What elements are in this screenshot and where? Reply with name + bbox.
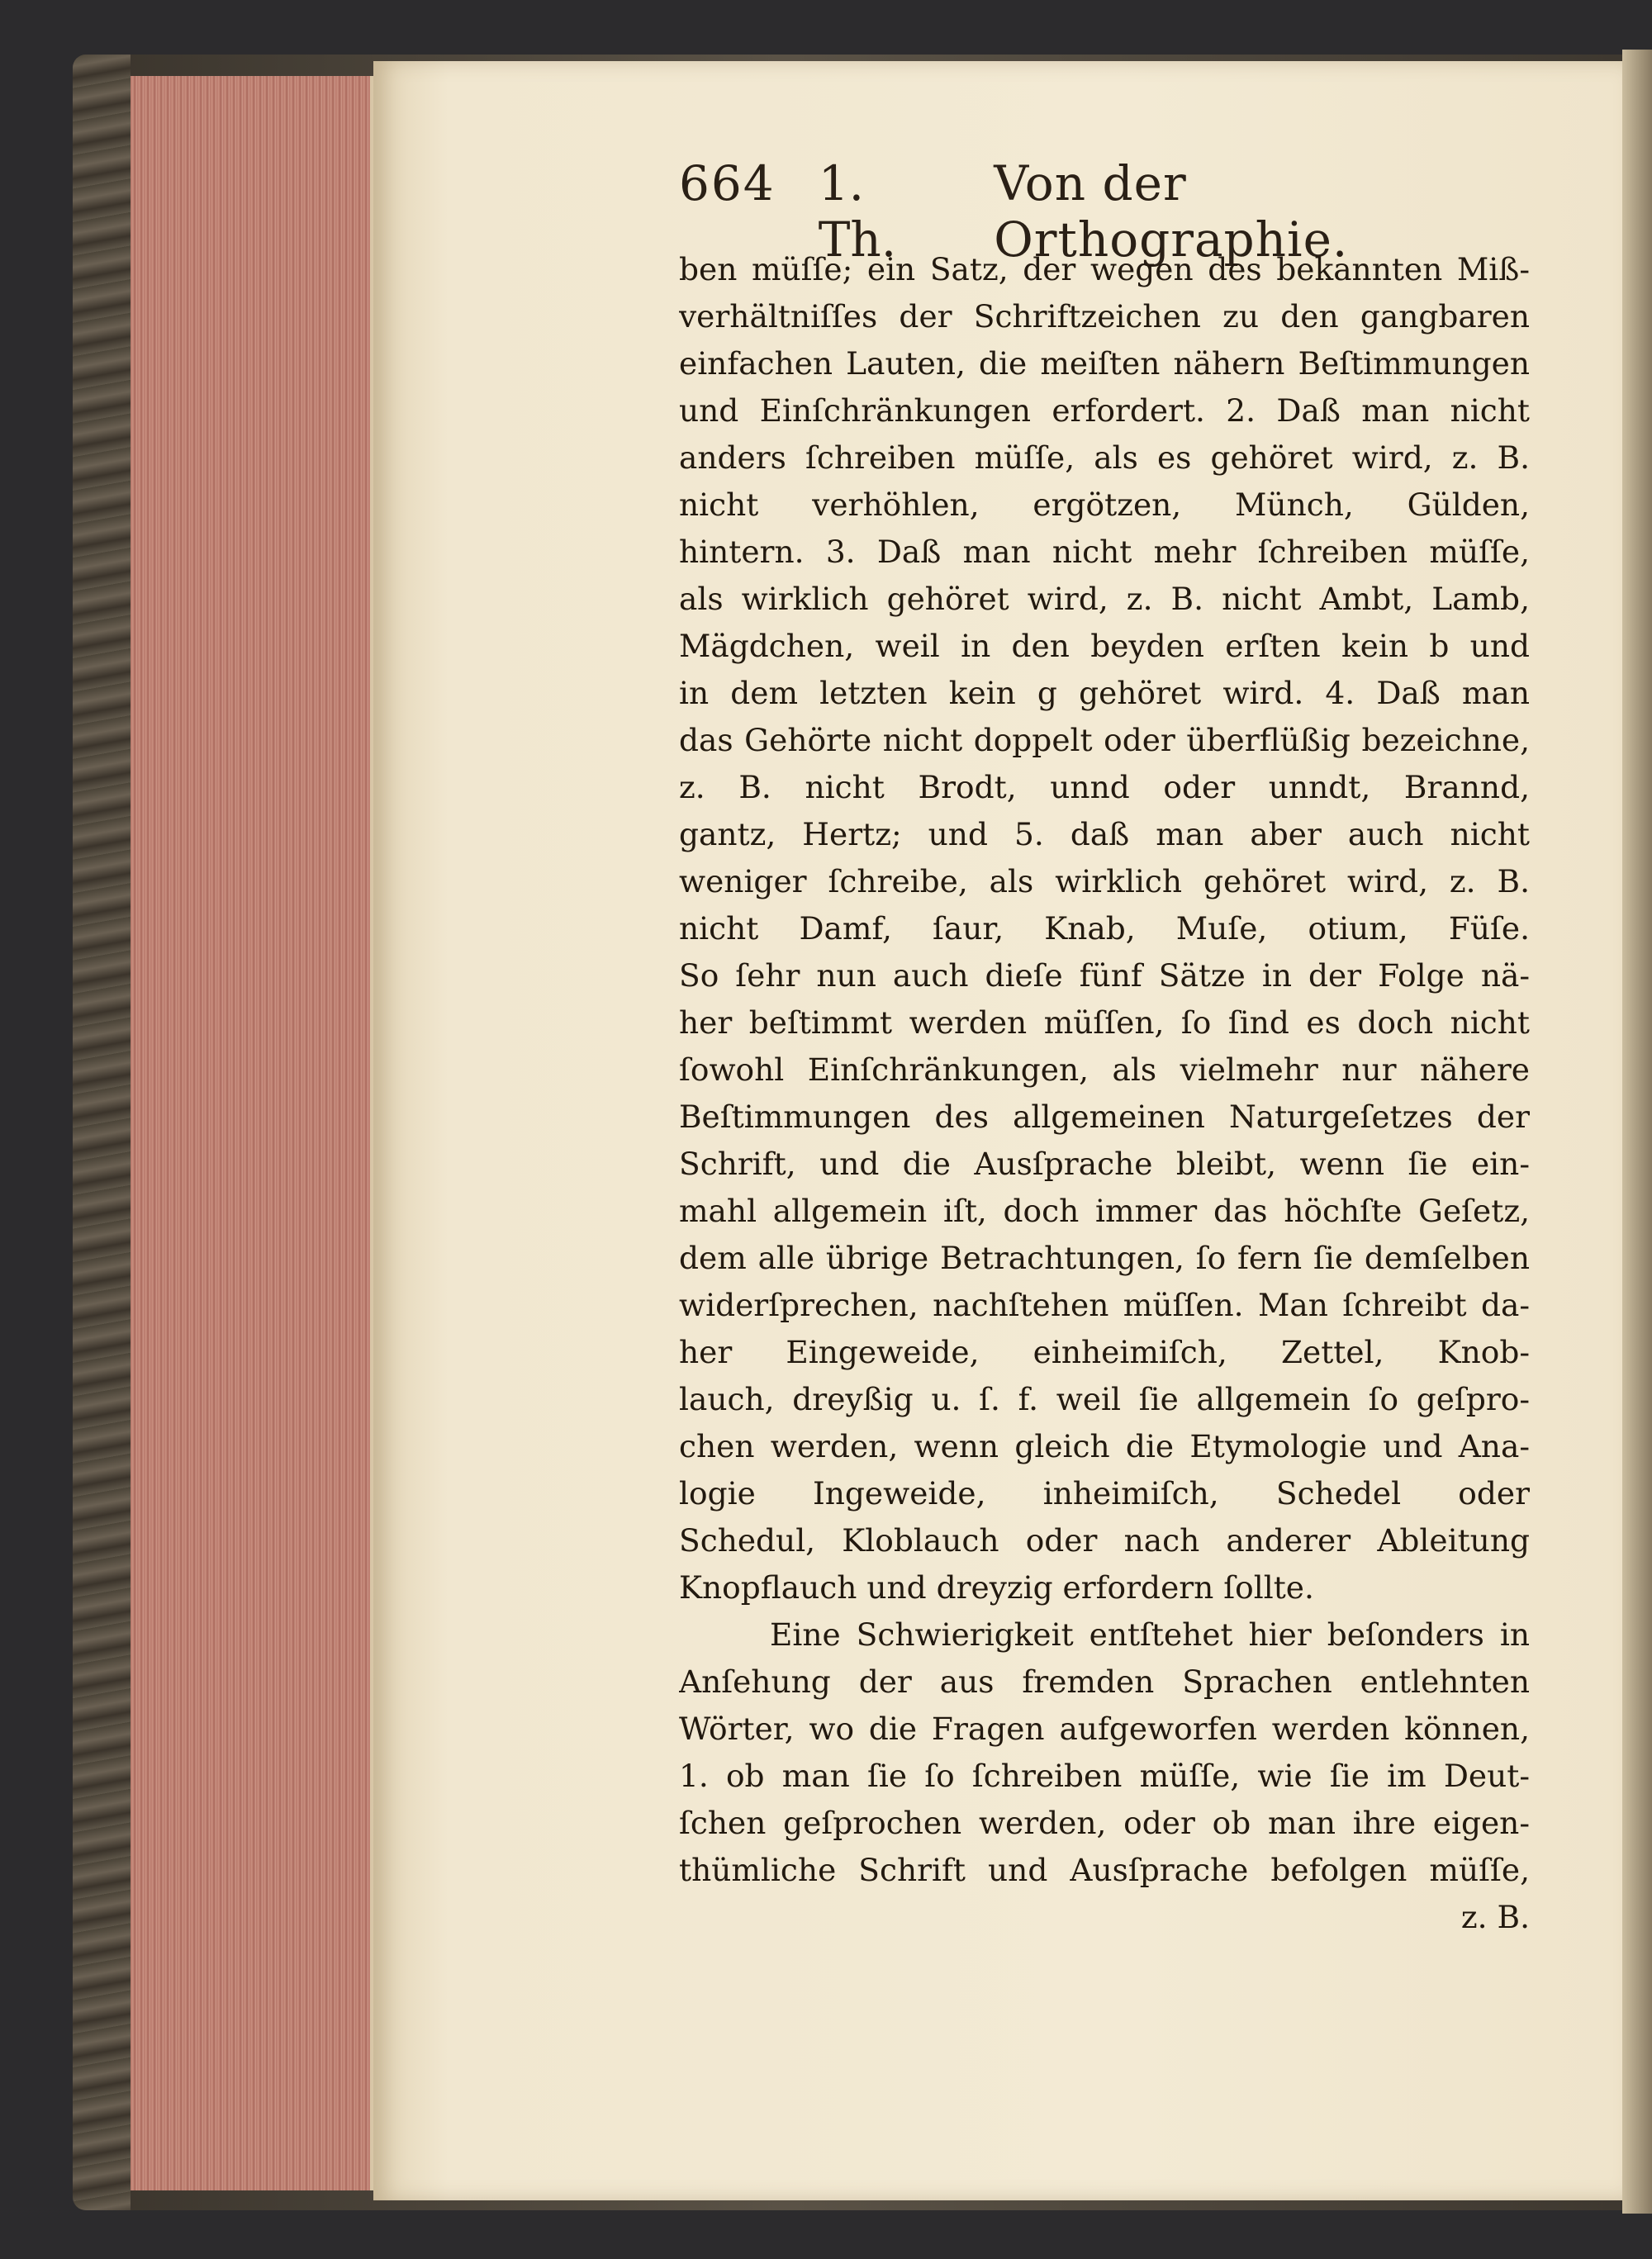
text-line: mahl allgemein iſt, doch immer das höchſte Geſetz, [679, 1193, 1530, 1229]
page-edges [131, 76, 375, 2190]
catchword: z. B. [1460, 1899, 1530, 1935]
running-header [679, 155, 1538, 268]
text-line: her Eingeweide, einheimiſch, Zettel, Knob- [679, 1334, 1530, 1370]
header-part: 1. Th. [818, 155, 897, 268]
text-line: thümliche Schrift und Ausſprache befolgen müſſe, [679, 1852, 1530, 1888]
text-line: ſowohl Einſchränkungen, als vielmehr nur nähere [679, 1051, 1530, 1088]
text-line: dem alle übrige Betrachtungen, ſo fern ſie demſelben [679, 1240, 1530, 1276]
text-line: logie Ingeweide, inheimiſch, Schedel oder [679, 1475, 1530, 1512]
text-line: Schedul, Kloblauch oder nach anderer Ableitung [679, 1522, 1530, 1559]
text-line: einfachen Lauten, die meiſten nähern Beſtimmungen [679, 345, 1530, 382]
text-line: gantz, Hertz; und 5. daß man aber auch nicht [679, 816, 1530, 852]
text-line: Beſtimmungen des allgemeinen Naturgeſetzes der [679, 1099, 1530, 1135]
page-number: 664 [679, 155, 776, 211]
text-line: als wirklich gehöret wird, z. B. nicht Ambt, Lamb, [679, 581, 1530, 617]
text-line: weniger ſchreibe, als wirklich gehöret wird, z. B. [679, 863, 1530, 899]
text-line: z. B. nicht Brodt, unnd oder unndt, Brannd, [679, 769, 1530, 805]
text-line: nicht Damf, ſaur, Knab, Muſe, otium, Füſe. [679, 910, 1530, 947]
paragraph-end-line: Knopflauch und dreyzig erfordern ſollte. [679, 1569, 1314, 1606]
text-line: widerſprechen, nachſtehen müſſen. Man ſchreibt da- [679, 1287, 1530, 1323]
text-line: chen werden, wenn gleich die Etymologie und Ana- [679, 1428, 1530, 1464]
text-line: hintern. 3. Daß man nicht mehr ſchreiben müſſe, [679, 534, 1530, 570]
text-line: So ſehr nun auch dieſe fünf Sätze in der Folge nä- [679, 957, 1530, 994]
text-line: das Gehörte nicht doppelt oder überflüßig bezeichne, [679, 722, 1530, 758]
text-line: Mägdchen, weil in den beyden erſten kein b und [679, 628, 1530, 664]
header-title: Von der Orthographie. [994, 155, 1349, 268]
text-line: anders ſchreiben müſſe, als es gehöret wird, z. B. [679, 439, 1530, 476]
text-line: Anſehung der aus fremden Sprachen entlehnten [679, 1663, 1530, 1700]
text-line: her beſtimmt werden müſſen, ſo ſind es doch nicht [679, 1004, 1530, 1041]
body-text [679, 246, 1530, 1941]
text-line: und Einſchränkungen erfordert. 2. Daß man nicht [679, 392, 1530, 429]
next-page-edge [1622, 50, 1652, 2214]
text-line: Wörter, wo die Fragen aufgeworfen werden können, [679, 1711, 1530, 1747]
text-line: verhältniſſes der Schriftzeichen zu den gangbaren [679, 298, 1530, 335]
text-line: lauch, dreyßig u. ſ. f. weil ſie allgemein ſo geſpro- [679, 1381, 1530, 1417]
paragraph-start-line: Eine Schwierigkeit entſtehet hier beſonders in [770, 1616, 1530, 1653]
text-line: 1. ob man ſie ſo ſchreiben müſſe, wie ſie im Deut- [679, 1758, 1530, 1794]
text-line: ſchen geſprochen werden, oder ob man ihre eigen- [679, 1805, 1530, 1841]
text-line: nicht verhöhlen, ergötzen, Münch, Gülden, [679, 486, 1530, 523]
book-cover-edge [73, 55, 131, 2210]
text-line: Schrift, und die Ausſprache bleibt, wenn ſie ein- [679, 1146, 1530, 1182]
text-line: ben müſſe; ein Satz, der wegen des bekannten Miß- [679, 251, 1530, 287]
text-line: in dem letzten kein g gehöret wird. 4. Daß man [679, 675, 1530, 711]
